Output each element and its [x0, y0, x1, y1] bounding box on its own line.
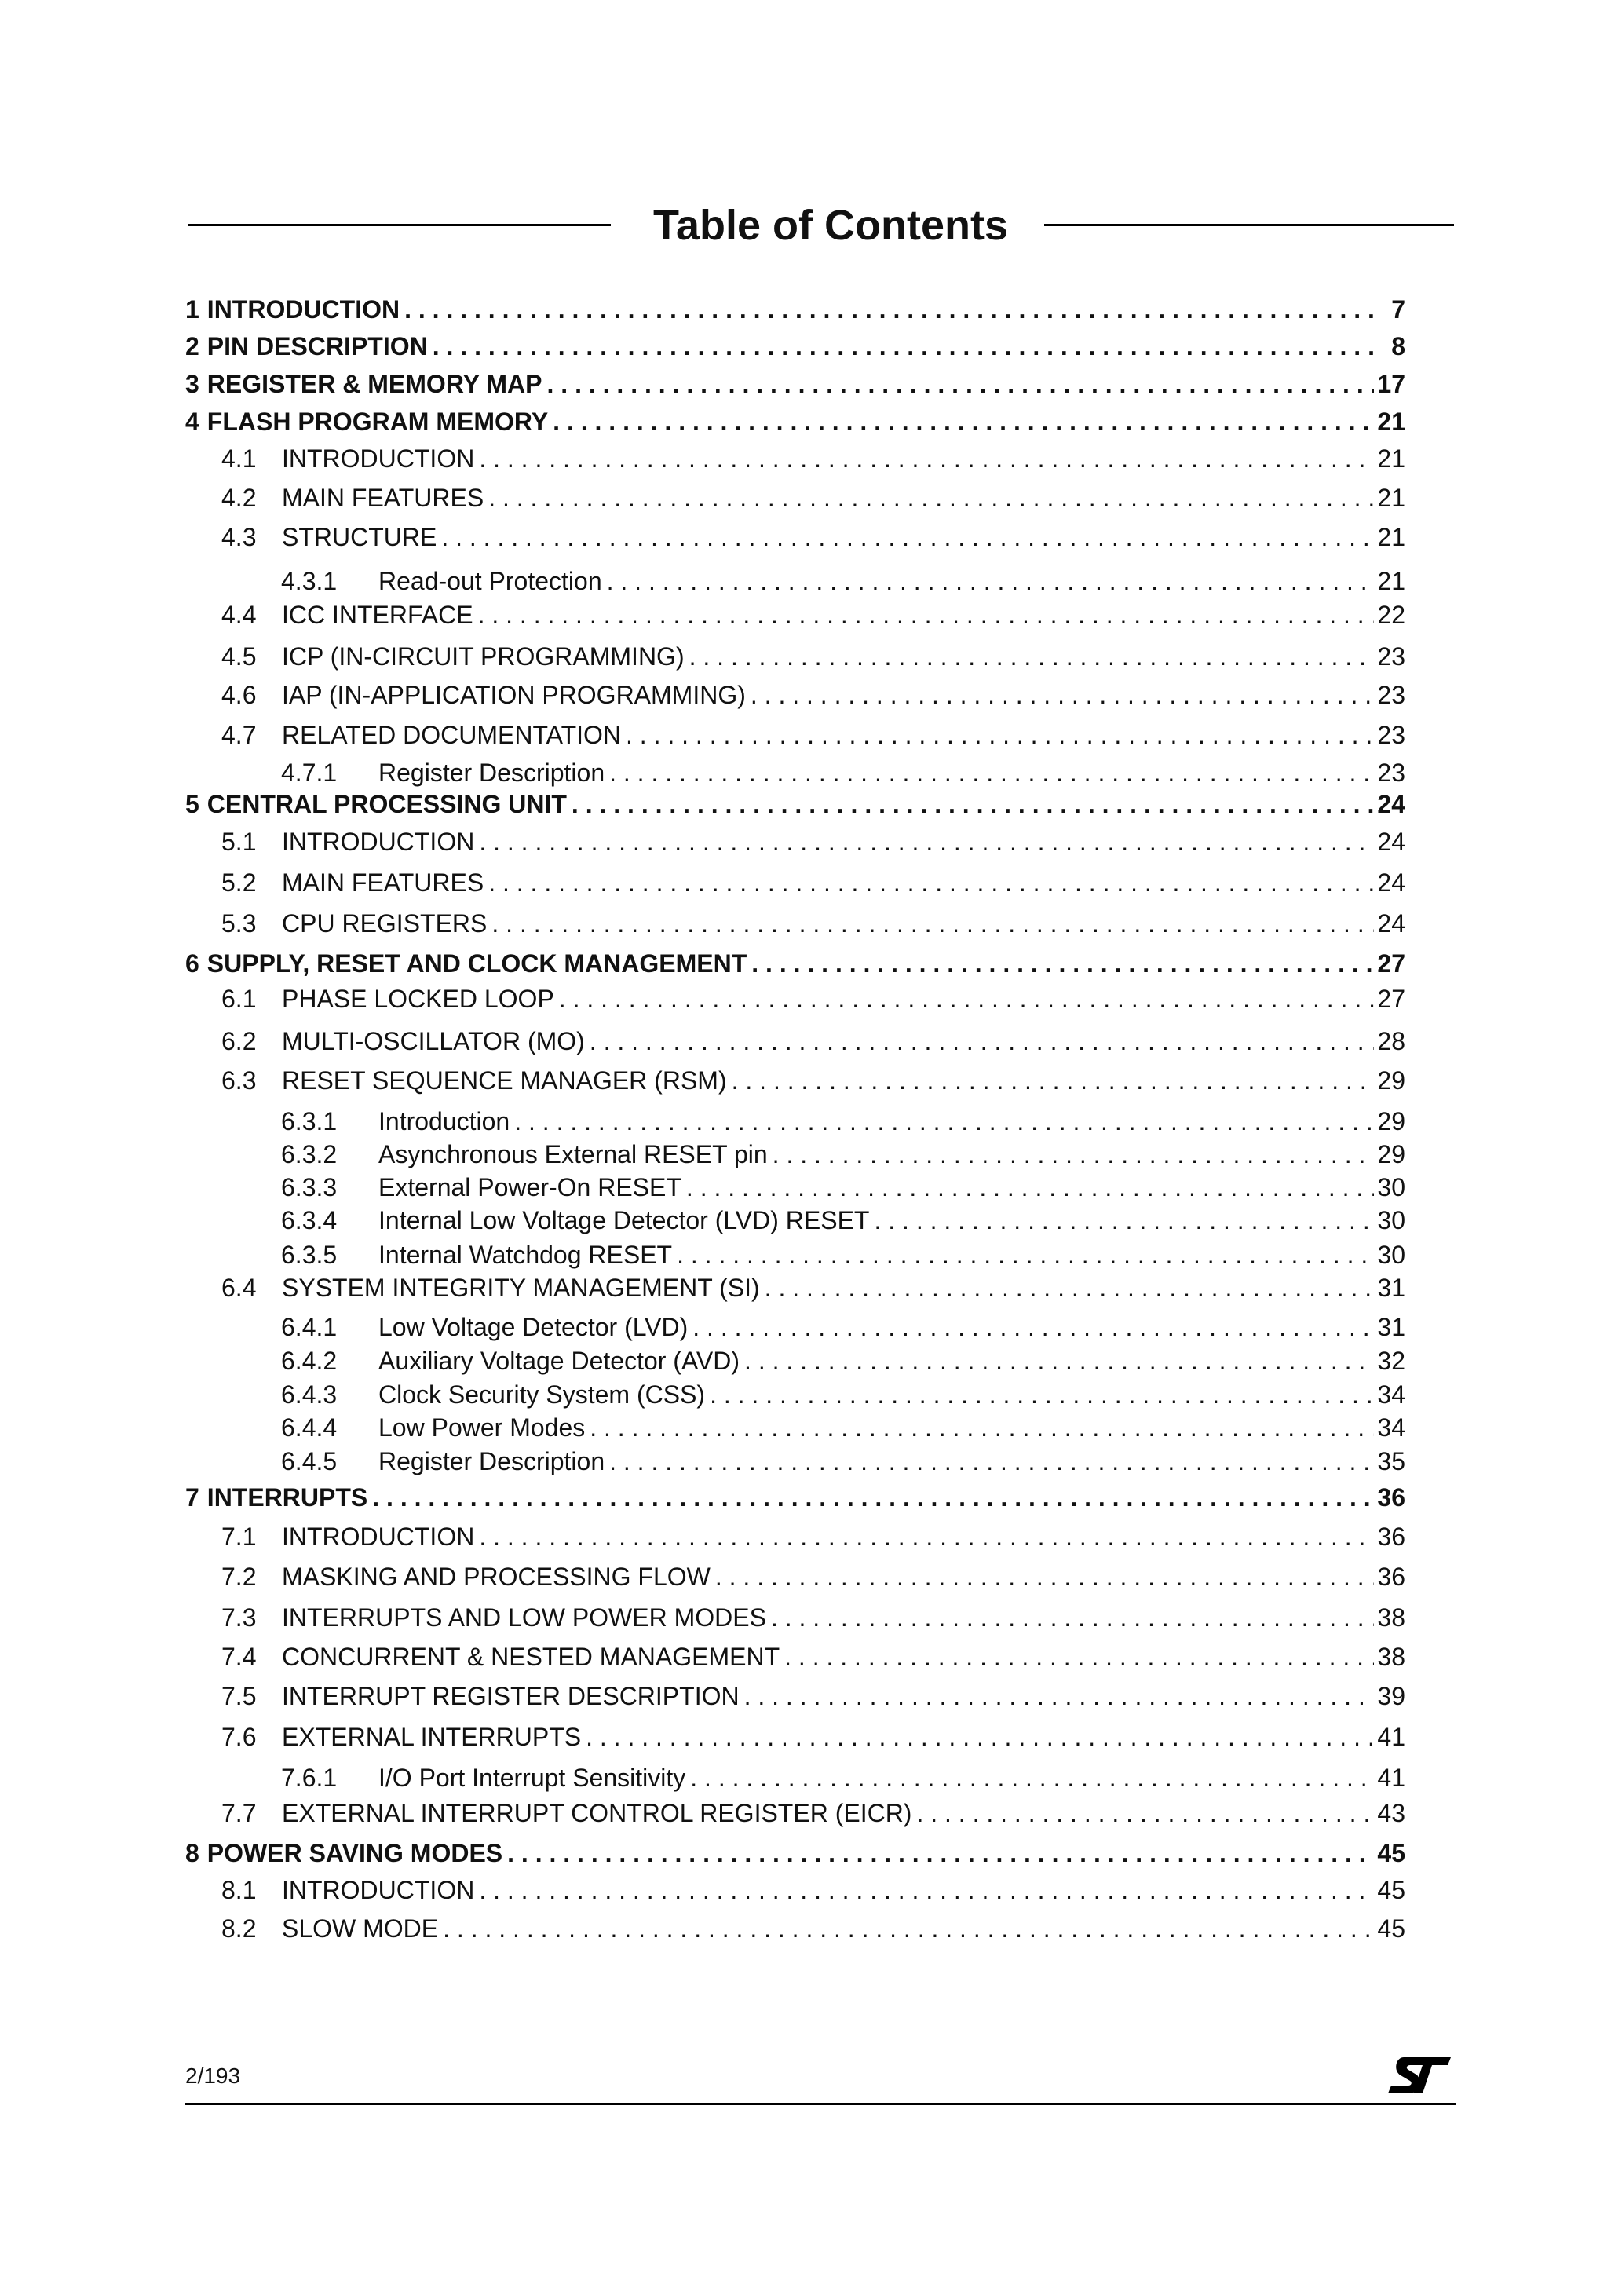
toc-leader-dots [605, 1444, 1374, 1479]
toc-entry-title[interactable]: CENTRAL PROCESSING UNIT [206, 790, 567, 818]
toc-entry-number: 6.4.3 [281, 1380, 338, 1409]
toc-entry-number: 6.3.4 [281, 1206, 338, 1234]
toc-entry-number: 6.3.1 [281, 1107, 338, 1135]
toc-entry-page[interactable]: 23 [1377, 681, 1405, 709]
toc-leader-dots [428, 329, 1374, 364]
toc-entry-page[interactable]: 22 [1377, 601, 1405, 629]
toc-entry[interactable] [185, 1911, 1405, 1946]
toc-entry-number: 1 [185, 295, 199, 324]
toc-entry-page[interactable]: 45 [1377, 1914, 1405, 1943]
toc-entry-title[interactable]: EXTERNAL INTERRUPTS [282, 1723, 582, 1751]
toc-entry-page[interactable]: 36 [1377, 1563, 1405, 1591]
toc-entry-number: 6.3.5 [281, 1241, 338, 1269]
toc-entry-page[interactable]: 29 [1377, 1066, 1405, 1095]
toc-entry-page[interactable]: 36 [1377, 1483, 1405, 1512]
toc-leader-dots [685, 639, 1374, 674]
toc-entry-number: 7.6.1 [281, 1764, 338, 1792]
toc-entry-page[interactable]: 17 [1377, 370, 1405, 398]
toc-entry-title[interactable]: Introduction [378, 1107, 510, 1135]
toc-leader-dots [554, 982, 1374, 1016]
toc-entry-number: 5.1 [221, 828, 257, 856]
toc-entry[interactable] [185, 564, 1405, 598]
toc-entry-number: 7.4 [221, 1643, 257, 1671]
toc-entry-number: 4.7.1 [281, 759, 338, 787]
toc-entry-number: 4.4 [221, 601, 257, 629]
toc-entry-page[interactable]: 30 [1377, 1206, 1405, 1234]
toc-entry[interactable] [185, 598, 1405, 632]
toc-leader-dots [438, 1911, 1374, 1946]
toc-entry-number: 4.2 [221, 484, 257, 512]
toc-leader-dots [548, 404, 1374, 439]
toc-entry-title[interactable]: MAIN FEATURES [282, 484, 484, 512]
toc-entry-number: 6.2 [221, 1027, 257, 1055]
toc-leader-dots [510, 1104, 1374, 1139]
toc-entry-title[interactable]: INTRODUCTION [282, 828, 475, 856]
toc-entry-page[interactable]: 24 [1377, 790, 1405, 818]
toc-leader-dots [746, 678, 1374, 712]
toc-entry-title[interactable]: MAIN FEATURES [282, 868, 484, 897]
toc-entry[interactable] [185, 755, 1405, 790]
toc-entry[interactable] [185, 329, 1405, 364]
toc-entry-page[interactable]: 32 [1377, 1347, 1405, 1375]
toc-entry[interactable] [185, 787, 1405, 821]
toc-entry[interactable] [185, 946, 1405, 981]
toc-entry-title[interactable]: Internal Watchdog RESET [378, 1241, 673, 1269]
toc-entry-number: 6.4.4 [281, 1413, 338, 1442]
toc-entry-title[interactable]: Read-out Protection [378, 567, 602, 595]
toc-entry-number: 7.7 [221, 1799, 257, 1827]
toc-entry[interactable] [185, 1063, 1405, 1098]
toc-entry-page[interactable]: 8 [1391, 332, 1405, 360]
toc-entry-title[interactable]: I/O Port Interrupt Sensitivity [378, 1764, 686, 1792]
toc-entry-page[interactable]: 34 [1377, 1380, 1405, 1409]
toc-entry-title[interactable]: Low Power Modes [378, 1413, 586, 1442]
toc-leader-dots [766, 1600, 1374, 1635]
toc-entry-title[interactable]: Asynchronous External RESET pin [378, 1140, 768, 1168]
toc-leader-dots [484, 865, 1374, 900]
toc-entry-page[interactable]: 41 [1377, 1723, 1405, 1751]
toc-entry[interactable] [185, 1720, 1405, 1754]
toc-leader-dots [367, 1480, 1374, 1515]
toc-entry-number: 4.3 [221, 523, 257, 551]
toc-entry-page[interactable]: 38 [1377, 1603, 1405, 1632]
toc-entry-title[interactable]: CPU REGISTERS [282, 909, 488, 938]
toc-leader-dots [740, 1344, 1374, 1378]
toc-leader-dots [768, 1137, 1374, 1172]
toc-entry-page[interactable]: 45 [1377, 1839, 1405, 1867]
toc-entry-page[interactable]: 21 [1377, 484, 1405, 512]
toc-entry-number: 7.6 [221, 1723, 257, 1751]
toc-entry-page[interactable]: 21 [1377, 408, 1405, 436]
toc-entry[interactable] [185, 1559, 1405, 1594]
toc-entry-title[interactable]: Register Description [378, 1447, 605, 1475]
toc-entry[interactable] [185, 1519, 1405, 1554]
toc-entry-page[interactable]: 29 [1377, 1107, 1405, 1135]
toc-entry-page[interactable]: 24 [1377, 909, 1405, 938]
toc-entry-title[interactable]: INTRODUCTION [206, 295, 400, 324]
toc-entry-number: 8 [185, 1839, 199, 1867]
toc-entry-page[interactable]: 41 [1377, 1764, 1405, 1792]
toc-entry-title[interactable]: Low Voltage Detector (LVD) [378, 1313, 689, 1341]
toc-entry-title[interactable]: IAP (IN-APPLICATION PROGRAMMING) [282, 681, 746, 709]
toc-entry-number: 6 [185, 949, 199, 978]
toc-entry-page[interactable]: 30 [1377, 1241, 1405, 1269]
toc-entry-page[interactable]: 34 [1377, 1413, 1405, 1442]
toc-leader-dots [727, 1063, 1374, 1098]
toc-entry-number: 6.4 [221, 1274, 257, 1302]
toc-leader-dots [473, 598, 1374, 632]
toc-entry-page[interactable]: 24 [1377, 868, 1405, 897]
toc-leader-dots [581, 1720, 1374, 1754]
toc-entry-title[interactable]: ICP (IN-CIRCUIT PROGRAMMING) [282, 642, 685, 671]
toc-entry-number: 3 [185, 370, 199, 398]
toc-leader-dots [474, 1873, 1374, 1907]
toc-entry-number: 7.5 [221, 1682, 257, 1710]
toc-entry[interactable] [185, 441, 1405, 476]
toc-entry-number: 2 [185, 332, 199, 360]
toc-entry-page[interactable]: 21 [1377, 444, 1405, 473]
toc-entry-number: 5.3 [221, 909, 257, 938]
toc-entry[interactable] [185, 1238, 1405, 1272]
toc-entry[interactable] [185, 678, 1405, 712]
toc-entry-title[interactable]: CONCURRENT & NESTED MANAGEMENT [282, 1643, 780, 1671]
toc-entry[interactable] [185, 1836, 1405, 1870]
toc-entry-page[interactable]: 28 [1377, 1027, 1405, 1055]
toc-entry-number: 8.1 [221, 1876, 257, 1904]
toc-entry-title[interactable]: SLOW MODE [282, 1914, 439, 1943]
toc-entry[interactable] [185, 718, 1405, 752]
toc-entry-title[interactable]: REGISTER & MEMORY MAP [206, 370, 542, 398]
footer-page-number: 2/193 [185, 2064, 241, 2088]
toc-entry[interactable] [185, 1480, 1405, 1515]
toc-entry-title[interactable]: STRUCTURE [282, 523, 437, 551]
toc-entry-page[interactable]: 38 [1377, 1643, 1405, 1671]
toc-entry-number: 4 [185, 408, 199, 436]
toc-entry-title[interactable]: ICC INTERFACE [282, 601, 473, 629]
toc-leader-dots [487, 906, 1374, 941]
toc-entry-number: 6.4.1 [281, 1313, 338, 1341]
toc-entry-number: 4.6 [221, 681, 257, 709]
toc-entry[interactable] [185, 1760, 1405, 1795]
toc-entry[interactable] [185, 1679, 1405, 1713]
toc-leader-dots [760, 1270, 1374, 1305]
toc-entry-number: 4.3.1 [281, 567, 338, 595]
toc-entry[interactable] [185, 404, 1405, 439]
toc-leader-dots [437, 520, 1374, 554]
toc-entry[interactable] [185, 1024, 1405, 1058]
toc-leader-dots [585, 1024, 1374, 1058]
toc-leader-dots [474, 824, 1374, 859]
toc-leader-dots [585, 1410, 1374, 1445]
toc-leader-dots [711, 1559, 1374, 1594]
toc-entry-number: 7.3 [221, 1603, 257, 1632]
toc-entry[interactable] [185, 1203, 1405, 1238]
toc-entry[interactable] [185, 1104, 1405, 1139]
toc-entry-title[interactable]: POWER SAVING MODES [206, 1839, 503, 1867]
toc-entry-number: 4.5 [221, 642, 257, 671]
toc-entry-number: 4.1 [221, 444, 257, 473]
toc-entry-title[interactable]: INTRODUCTION [282, 444, 475, 473]
toc-entry-title[interactable]: Clock Security System (CSS) [378, 1380, 706, 1409]
toc-entry-number: 7.2 [221, 1563, 257, 1591]
toc-leader-dots [869, 1203, 1374, 1238]
toc-leader-dots [502, 1836, 1374, 1870]
toc-entry[interactable] [185, 1344, 1405, 1378]
toc-entry[interactable] [185, 1600, 1405, 1635]
toc-entry[interactable] [185, 1377, 1405, 1412]
toc-entry-number: 5 [185, 790, 199, 818]
toc-entry-title[interactable]: Internal Low Voltage Detector (LVD) RESET [378, 1206, 870, 1234]
toc-entry[interactable] [185, 1444, 1405, 1479]
toc-entry[interactable] [185, 1270, 1405, 1305]
toc-entry[interactable] [185, 367, 1405, 401]
toc-entry-page[interactable]: 23 [1377, 759, 1405, 787]
toc-entry-title[interactable]: Register Description [378, 759, 605, 787]
toc-entry-title[interactable]: MULTI-OSCILLATOR (MO) [282, 1027, 585, 1055]
toc-entry-title[interactable]: INTRODUCTION [282, 1523, 475, 1551]
toc-entry-page[interactable]: 43 [1377, 1799, 1405, 1827]
toc-entry-page[interactable]: 31 [1377, 1313, 1405, 1341]
toc-entry[interactable] [185, 1410, 1405, 1445]
st-logo-icon [1386, 2054, 1452, 2097]
toc-leader-dots [681, 1170, 1374, 1205]
toc-entry[interactable] [185, 824, 1405, 859]
toc-leader-dots [484, 481, 1374, 515]
toc-entry[interactable] [185, 1796, 1405, 1830]
title-rule-right [1044, 224, 1454, 226]
toc-entry-page[interactable]: 39 [1377, 1682, 1405, 1710]
toc-entry[interactable] [185, 520, 1405, 554]
toc-entry-title[interactable]: RESET SEQUENCE MANAGER (RSM) [282, 1066, 727, 1095]
toc-entry-page[interactable]: 45 [1377, 1876, 1405, 1904]
toc-entry-number: 6.3.3 [281, 1173, 338, 1201]
title-rule-left [188, 224, 611, 226]
toc-entry[interactable] [185, 481, 1405, 515]
toc-entry-number: 5.2 [221, 868, 257, 897]
toc-leader-dots [474, 441, 1374, 476]
toc-entry[interactable] [185, 1310, 1405, 1344]
toc-entry[interactable] [185, 906, 1405, 941]
toc-leader-dots [780, 1640, 1374, 1674]
page-title: Table of Contents [653, 202, 1008, 249]
toc-entry-number: 6.3 [221, 1066, 257, 1095]
toc-entry-page[interactable]: 24 [1377, 828, 1405, 856]
toc-entry-page[interactable]: 21 [1377, 523, 1405, 551]
toc-entry-page[interactable]: 23 [1377, 721, 1405, 749]
toc-entry-number: 6.1 [221, 985, 257, 1013]
toc-leader-dots [685, 1760, 1374, 1795]
toc-entry-number: 4.7 [221, 721, 257, 749]
toc-entry-page[interactable]: 27 [1377, 985, 1405, 1013]
toc-leader-dots [400, 292, 1374, 327]
toc-entry-page[interactable]: 23 [1377, 642, 1405, 671]
toc-entry-title[interactable]: External Power-On RESET [378, 1173, 681, 1201]
toc-entry-number: 7.1 [221, 1523, 257, 1551]
toc-entry-title[interactable]: MASKING AND PROCESSING FLOW [282, 1563, 711, 1591]
title-row [188, 192, 1454, 259]
toc-entry-title[interactable]: INTERRUPT REGISTER DESCRIPTION [282, 1682, 740, 1710]
toc-entry-page[interactable]: 27 [1377, 949, 1405, 978]
toc-entry-title[interactable]: PHASE LOCKED LOOP [282, 985, 554, 1013]
toc-leader-dots [672, 1238, 1374, 1272]
toc-entry[interactable] [185, 639, 1405, 674]
toc-leader-dots [705, 1377, 1374, 1412]
toc-entry[interactable] [185, 1873, 1405, 1907]
toc-leader-dots [688, 1310, 1374, 1344]
toc-leader-dots [542, 367, 1375, 401]
toc-entry-page[interactable]: 35 [1377, 1447, 1405, 1475]
toc-entry-page[interactable]: 30 [1377, 1173, 1405, 1201]
toc-entry-title[interactable]: PIN DESCRIPTION [206, 332, 428, 360]
footer-rule [185, 2103, 1456, 2105]
toc-entry-page[interactable]: 21 [1377, 567, 1405, 595]
toc-entry-title[interactable]: SUPPLY, RESET AND CLOCK MANAGEMENT [206, 949, 747, 978]
toc-entry-page[interactable]: 29 [1377, 1140, 1405, 1168]
toc-entry-number: 6.4.2 [281, 1347, 338, 1375]
toc-leader-dots [567, 787, 1374, 821]
toc-entry[interactable] [185, 1170, 1405, 1205]
toc-entry-page[interactable]: 36 [1377, 1523, 1405, 1551]
toc-entry-number: 7 [185, 1483, 199, 1512]
toc-leader-dots [605, 755, 1374, 790]
toc-entry[interactable] [185, 292, 1405, 327]
toc-leader-dots [740, 1679, 1374, 1713]
toc-leader-dots [747, 946, 1374, 981]
toc-entry-number: 8.2 [221, 1914, 257, 1943]
toc-entry[interactable] [185, 865, 1405, 900]
toc-entry[interactable] [185, 1640, 1405, 1674]
toc-leader-dots [602, 564, 1374, 598]
toc-entry-title[interactable]: SYSTEM INTEGRITY MANAGEMENT (SI) [282, 1274, 760, 1302]
toc-entry[interactable] [185, 1137, 1405, 1172]
toc-leader-dots [911, 1796, 1374, 1830]
toc-entry-title[interactable]: EXTERNAL INTERRUPT CONTROL REGISTER (EICR) [282, 1799, 912, 1827]
toc-entry-title[interactable]: Auxiliary Voltage Detector (AVD) [378, 1347, 740, 1375]
toc-entry-title[interactable]: INTERRUPTS AND LOW POWER MODES [282, 1603, 766, 1632]
toc-entry-title[interactable]: INTERRUPTS [206, 1483, 368, 1512]
toc-entry-page[interactable]: 7 [1391, 295, 1405, 324]
toc-entry-number: 6.3.2 [281, 1140, 338, 1168]
toc-entry-title[interactable]: RELATED DOCUMENTATION [282, 721, 622, 749]
toc-leader-dots [621, 718, 1374, 752]
toc-leader-dots [474, 1519, 1374, 1554]
toc-entry[interactable] [185, 982, 1405, 1016]
toc-entry-number: 6.4.5 [281, 1447, 338, 1475]
toc-entry-title[interactable]: INTRODUCTION [282, 1876, 475, 1904]
toc-entry-title[interactable]: FLASH PROGRAM MEMORY [206, 408, 549, 436]
toc-entry-page[interactable]: 31 [1377, 1274, 1405, 1302]
